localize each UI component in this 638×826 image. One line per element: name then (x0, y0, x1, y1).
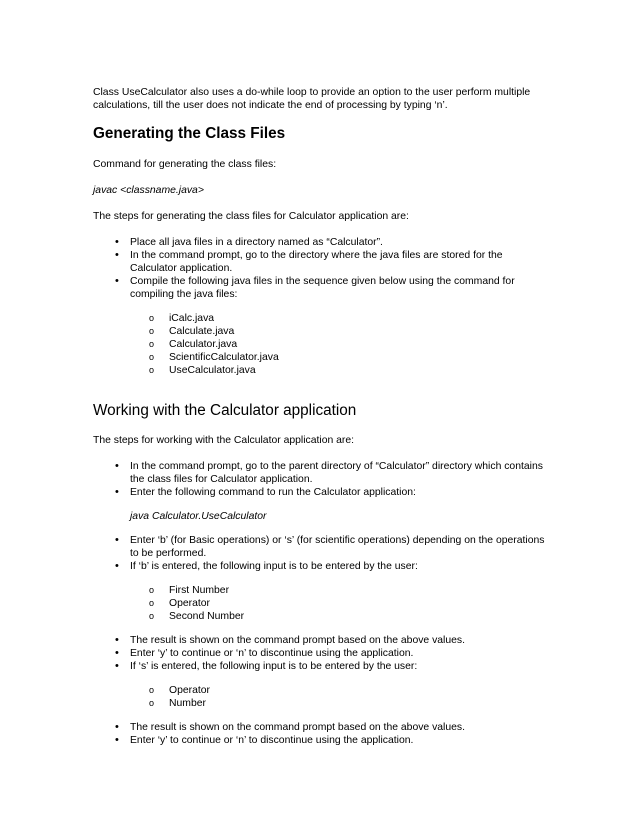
spacer (93, 623, 548, 634)
list-item: o Calculator.java (169, 338, 548, 351)
spacer (93, 301, 548, 312)
basic-inputs-list (93, 584, 548, 623)
spacer (93, 673, 548, 684)
list-item: • In the command prompt, go to the directory where the java files are stored for the Calculator application. (130, 249, 548, 275)
section-heading-generating-class-files: Generating the Class Files (93, 125, 286, 142)
working-steps-list-b (93, 534, 548, 573)
spacer (93, 573, 548, 584)
working-steps-list-a (93, 460, 548, 499)
list-item: o Operator (169, 597, 548, 610)
generating-steps-list (93, 236, 548, 301)
list-item: o First Number (169, 584, 548, 597)
list-item: • The result is shown on the command prompt based on the above values. (130, 634, 548, 647)
spacer (93, 499, 548, 510)
working-steps-list-d (93, 721, 548, 747)
list-item: o UseCalculator.java (169, 364, 548, 377)
list-item: • Compile the following java files in the sequence given below using the command for compiling the java files: (130, 275, 548, 301)
working-steps-list-c (93, 634, 548, 673)
list-item: • In the command prompt, go to the parent directory of “Calculator” directory which contains the class files for Calculator application. (130, 460, 548, 486)
intro-paragraph: Class UseCalculator also uses a do-while loop to provide an option to the user perform multiple calculations, till the user does not indicate the end of processing by typing ‘n’. (93, 87, 531, 111)
list-item: • If ‘b’ is entered, the following input is to be entered by the user: (130, 560, 548, 573)
list-item: • Enter ‘y’ to continue or ‘n’ to discontinue using the application. (130, 647, 548, 660)
command-label: Command for generating the class files: (93, 159, 277, 170)
steps-intro-working: The steps for working with the Calculator application are: (93, 435, 355, 446)
list-item: o Calculate.java (169, 325, 548, 338)
spacer (93, 710, 548, 721)
section-heading-working-with-calculator: Working with the Calculator application (93, 402, 357, 419)
list-item: • If ‘s’ is entered, the following input is to be entered by the user: (130, 660, 548, 673)
run-command: java Calculator.UseCalculator (130, 511, 267, 522)
list-item: o iCalc.java (169, 312, 548, 325)
list-item: • The result is shown on the command prompt based on the above values. (130, 721, 548, 734)
scientific-inputs-list (93, 684, 548, 710)
steps-intro-generating: The steps for generating the class files for Calculator application are: (93, 211, 409, 222)
list-item: o Second Number (169, 610, 548, 623)
java-files-list (93, 312, 548, 377)
list-item: • Enter ‘y’ to continue or ‘n’ to discontinue using the application. (130, 734, 548, 747)
list-item: • Enter ‘b’ (for Basic operations) or ‘s’ (for scientific operations) depending on the operations to be performed. (130, 534, 548, 560)
list-item: o ScientificCalculator.java (169, 351, 548, 364)
list-item: • Place all java files in a directory named as “Calculator”. (130, 236, 548, 249)
document-page (93, 86, 548, 747)
list-item: • Enter the following command to run the Calculator application: (130, 486, 548, 499)
list-item: o Operator (169, 684, 548, 697)
spacer (93, 523, 548, 534)
javac-command: javac <classname.java> (93, 185, 204, 196)
spacer (93, 377, 548, 402)
list-item: o Number (169, 697, 548, 710)
